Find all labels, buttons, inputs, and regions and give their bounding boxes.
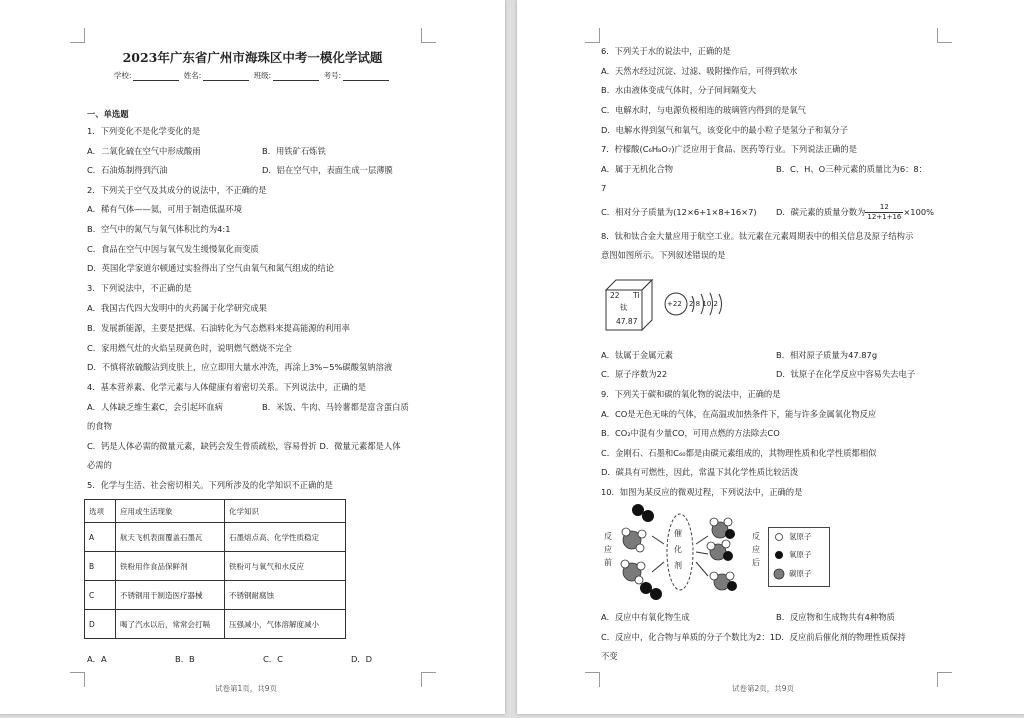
question-8-option-a: A．钛属于金属元素 <box>601 350 674 360</box>
hydrogen-atom <box>707 542 715 550</box>
hydrogen-atom <box>637 562 645 570</box>
shell-arc <box>719 294 722 314</box>
fraction <box>865 203 903 222</box>
tile-atomic-mass: 47.87 <box>616 317 638 326</box>
question-10-stem: 10．如图为某反应的微观过程，下列说法中，正确的是 <box>601 487 803 497</box>
exam-no-label: 考号: <box>323 71 342 80</box>
question-10-option-c-cont: 不变 <box>601 651 618 661</box>
legend-label: 碳原子 <box>789 569 812 578</box>
legend-swatches <box>773 531 785 583</box>
crop-mark <box>937 672 952 687</box>
tile-symbol: Ti <box>633 291 640 300</box>
hydrogen-atom <box>622 528 630 536</box>
table-cell: 铁粉可与氧气和水反应 <box>225 552 346 581</box>
question-4-option-c: C．钙是人体必需的微量元素，缺钙会发生骨质疏松，容易骨折 D．微量元素都是人体 <box>87 441 401 451</box>
question-7-option-a: A．属于无机化合物 <box>601 164 674 174</box>
question-4-option-b-cont: 的食物 <box>87 421 112 431</box>
question-4-option-a: A．人体缺乏维生素C，会引起坏血病 <box>87 402 223 412</box>
arrow-line <box>652 536 664 544</box>
question-5-option-c: C．C <box>263 654 283 664</box>
oxygen-atom <box>723 551 733 561</box>
hydrogen-atom <box>724 518 732 526</box>
table-row <box>85 552 346 581</box>
section-heading: 一、单选题 <box>87 109 129 119</box>
exam-title: 2023年广东省广州市海珠区中考一模化学试题 <box>122 50 383 65</box>
question-5-option-b: B．B <box>175 654 195 664</box>
question-7-option-b: B．C、H、O三种元素的质量比为6：8： <box>776 164 927 174</box>
option-d-prefix: D．碳元素的质量分数为 <box>776 207 866 217</box>
page-footer: 试卷第2页，共9页 <box>732 684 795 693</box>
class-blank[interactable] <box>273 72 319 81</box>
table-header-cell: 化学知识 <box>225 500 346 523</box>
name-label: 姓名: <box>183 71 202 80</box>
student-info-line <box>0 70 505 81</box>
question-6-option-b: B．水由液体变成气体时，分子间间隔变大 <box>601 85 757 95</box>
carbon-swatch-icon <box>774 569 784 579</box>
catalyst-label: 催化剂 <box>674 529 682 570</box>
crop-mark <box>421 672 436 687</box>
question-7-option-c: C．相对分子质量为(12×6+1×8+16×7) <box>601 207 757 217</box>
exam-no-blank[interactable] <box>343 72 389 81</box>
oxygen-atom <box>632 504 644 516</box>
question-5-table <box>84 499 346 639</box>
table-header-cell: 选项 <box>85 500 116 523</box>
table-cell: B <box>85 552 116 581</box>
question-8-option-d: D．钛原子在化学反应中容易失去电子 <box>776 369 916 379</box>
question-1-option-c: C．石油炼制得到汽油 <box>87 165 168 175</box>
question-6-stem: 6．下列关于水的说法中，正确的是 <box>601 46 731 56</box>
legend-label: 氢原子 <box>789 532 812 541</box>
legend-label: 氧原子 <box>789 550 812 559</box>
question-2-option-d: D．英国化学家道尔顿通过实验得出了空气由氧气和氮气组成的结论 <box>87 263 335 273</box>
class-label: 班级: <box>253 71 272 80</box>
school-label: 学校: <box>113 71 132 80</box>
crop-mark <box>70 28 85 43</box>
tile-atomic-number: 22 <box>610 291 620 300</box>
hydrogen-atom <box>710 572 718 580</box>
fraction-numerator: 12 <box>865 203 903 213</box>
crop-mark <box>585 672 600 687</box>
arrow-line <box>696 552 708 554</box>
table-cell: 不锈钢用于制造医疗器械 <box>116 581 225 610</box>
electron-shells: 2 8 10 2 <box>689 300 718 308</box>
question-3-stem: 3．下列说法中，不正确的是 <box>87 283 192 293</box>
hydrogen-atom <box>722 540 730 548</box>
question-8-option-c: C．原子序数为22 <box>601 369 668 379</box>
hydrogen-swatch-icon <box>776 534 783 541</box>
table-cell: C <box>85 581 116 610</box>
hydrogen-atom <box>638 530 646 538</box>
oxygen-swatch-icon <box>775 551 783 559</box>
question-2-option-b: B．空气中的氮气与氧气体积比约为4:1 <box>87 224 231 234</box>
question-8-stem: 8．钛和钛合金大量应用于航空工业。钛元素在元素周期表中的相关信息及原子结构示 <box>601 231 914 241</box>
question-3-option-d: D．不慎将浓硫酸沾到皮肤上，应立即用大量水冲洗，再涂上3%~5%碳酸氢钠溶液 <box>87 362 393 372</box>
question-7-option-b-cont: 7 <box>601 183 607 193</box>
table-row <box>85 523 346 552</box>
reaction-after-label: 反应后 <box>752 532 760 567</box>
oxygen-atom <box>725 529 735 539</box>
question-9-stem: 9．下列关于碳和碳的氧化物的说法中，正确的是 <box>601 389 781 399</box>
table-cell: 喝了汽水以后，常常会打嗝 <box>116 610 225 639</box>
table-header-cell: 应用或生活现象 <box>116 500 225 523</box>
question-9-option-a: A．CO是无色无味的气体，在高温或加热条件下，能与许多金属氧化物反应 <box>601 409 877 419</box>
question-1-option-b: B．用铁矿石炼铁 <box>262 146 326 156</box>
question-2-stem: 2．下列关于空气及其成分的说法中，不正确的是 <box>87 185 267 195</box>
question-3-option-b: B．发展新能源，主要是把煤、石油转化为气态燃料来提高能源的利用率 <box>87 323 350 333</box>
question-9-option-c: C．金刚石、石墨和C₆₀都是由碳元素组成的，其物理性质和化学性质都相似 <box>601 448 877 458</box>
question-3-option-c: C．家用燃气灶的火焰呈现黄色时，说明燃气燃烧不完全 <box>87 343 292 353</box>
question-6-option-a: A．天然水经过沉淀、过滤、吸附操作后，可得到软水 <box>601 66 798 76</box>
table-row <box>85 610 346 639</box>
question-10-option-a: A．反应中有氧化物生成 <box>601 612 690 622</box>
question-6-option-c: C．电解水时，与电源负极相连的玻璃管内得到的是氧气 <box>601 105 806 115</box>
arrow-line <box>696 536 708 544</box>
school-blank[interactable] <box>133 72 179 81</box>
question-2-option-c: C．食品在空气中因与氧气发生缓慢氧化而变质 <box>87 244 259 254</box>
table-cell: 压强减小，气体溶解度减小 <box>225 610 346 639</box>
question-2-option-a: A．稀有气体——氦，可用于制造低温环境 <box>87 204 243 214</box>
tile-element-name: 钛 <box>620 303 628 312</box>
table-cell: 航天飞机表面覆盖石墨瓦 <box>116 523 225 552</box>
nucleus-charge: +22 <box>667 300 682 308</box>
table-cell: 不锈钢耐腐蚀 <box>225 581 346 610</box>
reaction-molecules <box>618 500 766 604</box>
name-blank[interactable] <box>203 72 249 81</box>
arrow-line <box>696 562 708 576</box>
fraction-denominator: 12+1+16 <box>867 213 902 221</box>
question-7-stem: 7．柠檬酸(C₆H₈O₇)广泛应用于食品、医药等行业。下列说法正确的是 <box>601 144 858 154</box>
hydrogen-atom <box>636 544 644 552</box>
question-3-option-a: A．我国古代四大发明中的火药属于化学研究成果 <box>87 303 267 313</box>
oxygen-atom <box>640 582 652 594</box>
arrow-line <box>652 562 664 572</box>
question-1-option-d: D．铝在空气中，表面生成一层薄膜 <box>262 165 393 175</box>
question-4-stem: 4．基本营养素、化学元素与人体健康有着密切关系。下列说法中，正确的是 <box>87 382 367 392</box>
hydrogen-atom <box>621 560 629 568</box>
table-cell: 铁粉用作食品保鲜剂 <box>116 552 225 581</box>
question-5-option-d: D．D <box>351 654 373 664</box>
hydrogen-atom <box>710 518 718 526</box>
exam-page-1 <box>0 0 505 714</box>
table-row <box>85 581 346 610</box>
oxygen-atom <box>727 581 737 591</box>
crop-mark <box>70 672 85 687</box>
question-9-option-d: D．碳具有可燃性，因此，常温下其化学性质比较活泼 <box>601 467 799 477</box>
table-cell: D <box>85 610 116 639</box>
question-5-option-a: A．A <box>87 654 107 664</box>
question-1-stem: 1．下列变化不是化学变化的是 <box>87 126 201 136</box>
table-cell: 石墨熔点高、化学性质稳定 <box>225 523 346 552</box>
oxygen-atom <box>650 588 662 600</box>
atom-legend <box>768 527 830 587</box>
question-1-option-a: A．二氧化硫在空气中形成酸雨 <box>87 146 201 156</box>
reaction-before-label: 反应前 <box>604 532 612 567</box>
table-header-row <box>85 500 346 523</box>
hydrogen-atom <box>726 572 734 580</box>
catalyst-ellipse <box>667 514 693 590</box>
question-8-stem-cont: 意图如图所示。下列叙述错误的是 <box>601 250 726 260</box>
table-cell: A <box>85 523 116 552</box>
crop-mark <box>421 28 436 43</box>
question-7-option-d <box>776 201 934 223</box>
question-4-option-b: B．米饭、牛肉、马铃薯都是富含蛋白质 <box>262 402 409 412</box>
question-10-option-b: B．反应物和生成物共有4种物质 <box>776 612 895 622</box>
page-footer: 试卷第1页，共9页 <box>215 684 278 693</box>
option-d-suffix: ×100% <box>903 207 935 217</box>
question-4-option-c-cont: 必需的 <box>87 460 112 470</box>
question-10-option-c: C．反应中，化合物与单质的分子个数比为2：1D．反应前后催化剂的物理性质保持 <box>601 632 906 642</box>
question-5-stem: 5．化学与生活、社会密切相关。下列所涉及的化学知识不正确的是 <box>87 480 333 490</box>
crop-mark <box>585 28 600 43</box>
oxygen-atom <box>642 510 654 522</box>
hydrogen-atom <box>635 576 643 584</box>
question-6-option-d: D．电解水得到氢气和氧气，该变化中的最小粒子是氢分子和氧分子 <box>601 125 849 135</box>
crop-mark <box>937 28 952 43</box>
question-8-option-b: B．相对原子质量为47.87g <box>776 350 878 360</box>
question-9-option-b: B．CO₂中混有少量CO，可用点燃的方法除去CO <box>601 428 780 438</box>
